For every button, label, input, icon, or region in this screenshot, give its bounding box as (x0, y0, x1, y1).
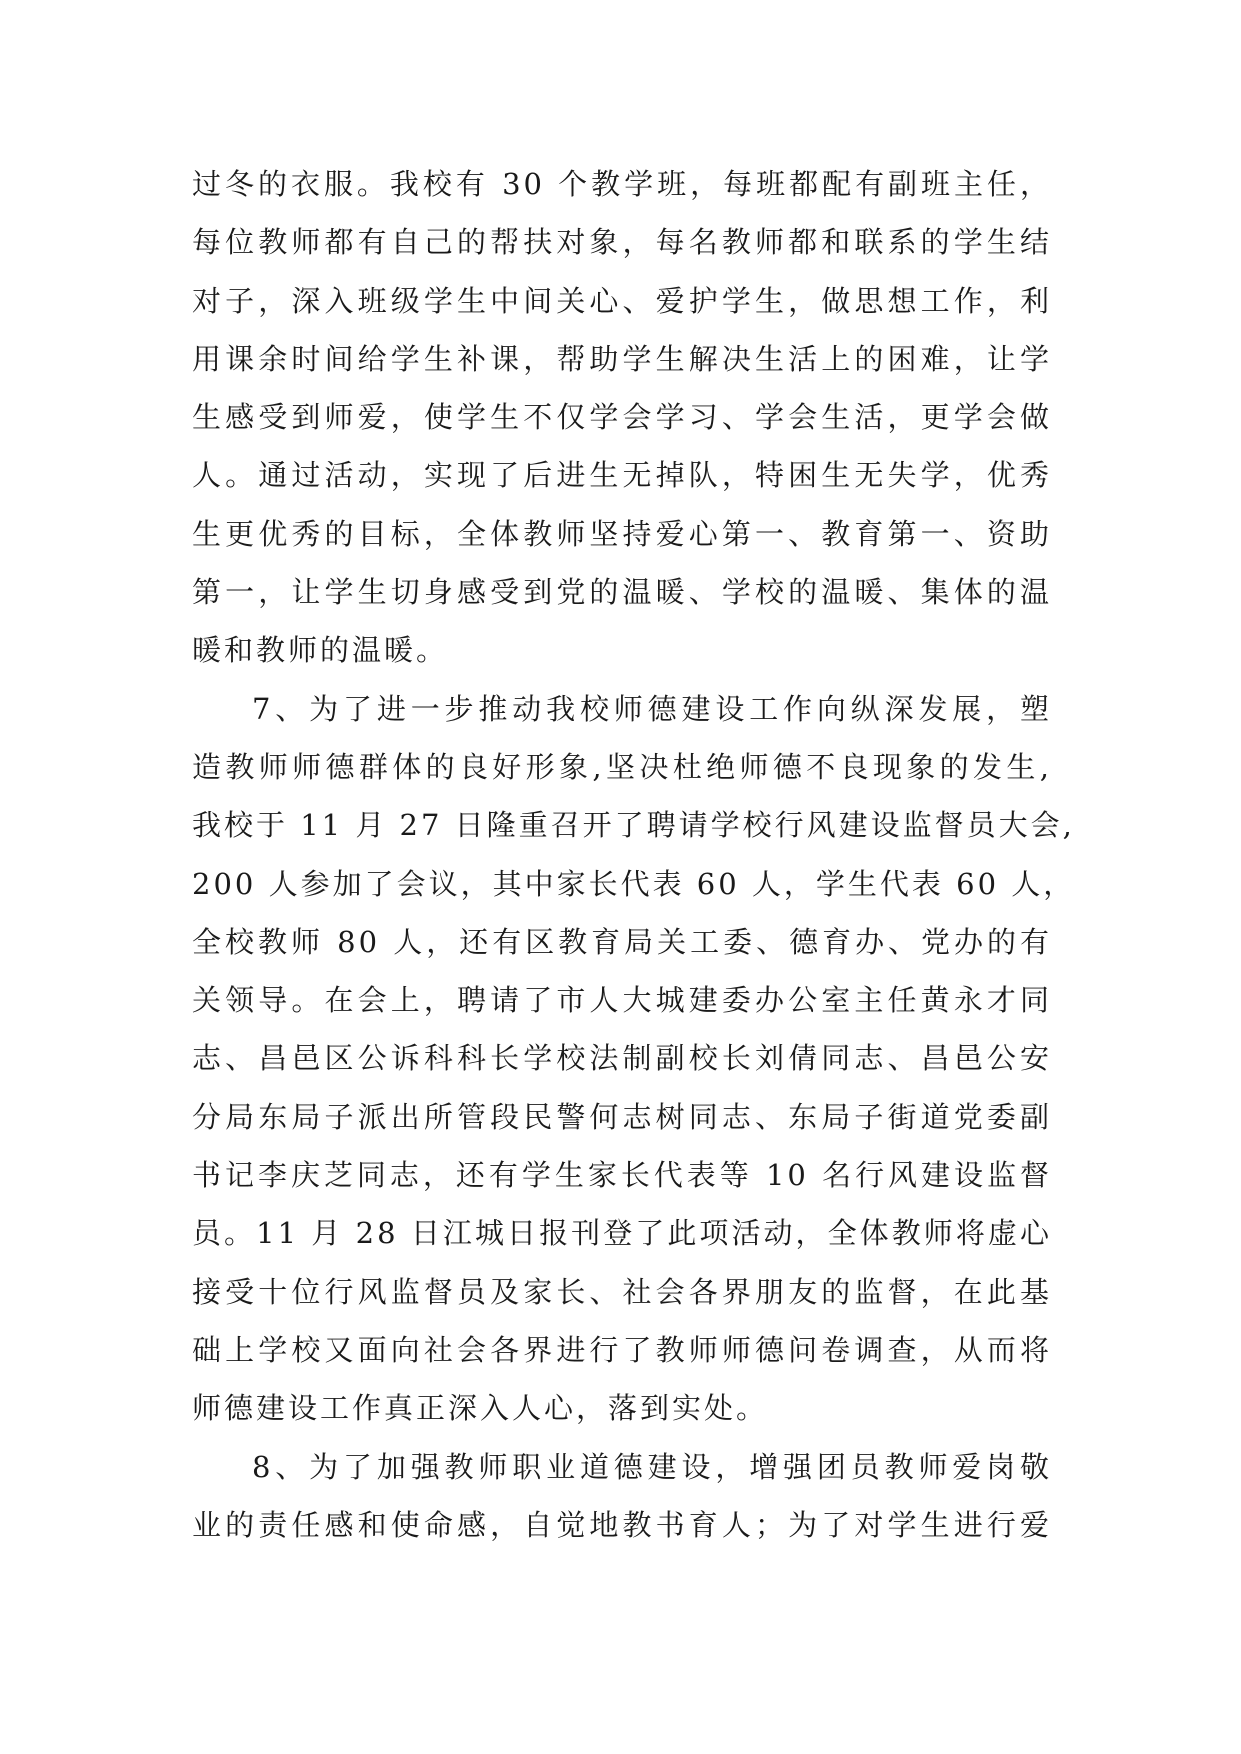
text-line: 全校教师 80 人，还有区教育局关工委、德育办、党办的有 (192, 924, 1052, 959)
body-text (192, 155, 1076, 1554)
text-line: 200 人参加了会议，其中家长代表 60 人，学生代表 60 人， (192, 866, 1076, 901)
text-line: 生感受到师爱，使学生不仅学会学习、学会生活，更学会做 (192, 400, 1052, 435)
text-line: 师德建设工作真正深入人心，落到实处。 (192, 1391, 769, 1426)
text-line: 生更优秀的目标，全体教师坚持爱心第一、教育第一、资助 (192, 516, 1052, 551)
paragraph-first-line: 7、为了进一步推动我校师德建设工作向纵深发展，塑 (252, 691, 1052, 726)
text-line: 分局东局子派出所管段民警何志树同志、东局子街道党委副 (192, 1099, 1052, 1134)
text-line: 第一，让学生切身感受到党的温暖、学校的温暖、集体的温 (192, 575, 1052, 610)
text-line: 书记李庆芝同志，还有学生家长代表等 10 名行风建设监督 (192, 1158, 1052, 1193)
text-line: 对子，深入班级学生中间关心、爱护学生，做思想工作，利 (192, 283, 1052, 318)
text-line: 关领导。在会上，聘请了市人大城建委办公室主任黄永才同 (192, 983, 1052, 1018)
text-line: 造教师师德群体的良好形象,坚决杜绝师德不良现象的发生, (192, 749, 1052, 784)
text-line: 我校于 11 月 27 日隆重召开了聘请学校行风建设监督员大会, (192, 808, 1075, 843)
text-line: 接受十位行风监督员及家长、社会各界朋友的监督，在此基 (192, 1274, 1052, 1309)
text-line: 过冬的衣服。我校有 30 个教学班，每班都配有副班主任， (192, 167, 1052, 201)
text-line: 员。11 月 28 日江城日报刊登了此项活动，全体教师将虚心 (192, 1216, 1052, 1251)
paragraph-first-line: 8、为了加强教师职业道德建设，增强团员教师爱岗敬 (252, 1449, 1052, 1484)
text-line: 暖和教师的温暖。 (192, 633, 449, 668)
text-line: 用课余时间给学生补课，帮助学生解决生活上的困难，让学 (192, 341, 1052, 376)
text-line: 础上学校又面向社会各界进行了教师师德问卷调查，从而将 (192, 1332, 1052, 1367)
text-line: 每位教师都有自己的帮扶对象，每名教师都和联系的学生结 (192, 225, 1052, 260)
text-line: 志、昌邑区公诉科科长学校法制副校长刘倩同志、昌邑公安 (192, 1041, 1052, 1076)
text-line: 业的责任感和使命感，自觉地教书育人；为了对学生进行爱 (192, 1507, 1052, 1542)
text-line: 人。通过活动，实现了后进生无掉队，特困生无失学，优秀 (192, 458, 1052, 493)
